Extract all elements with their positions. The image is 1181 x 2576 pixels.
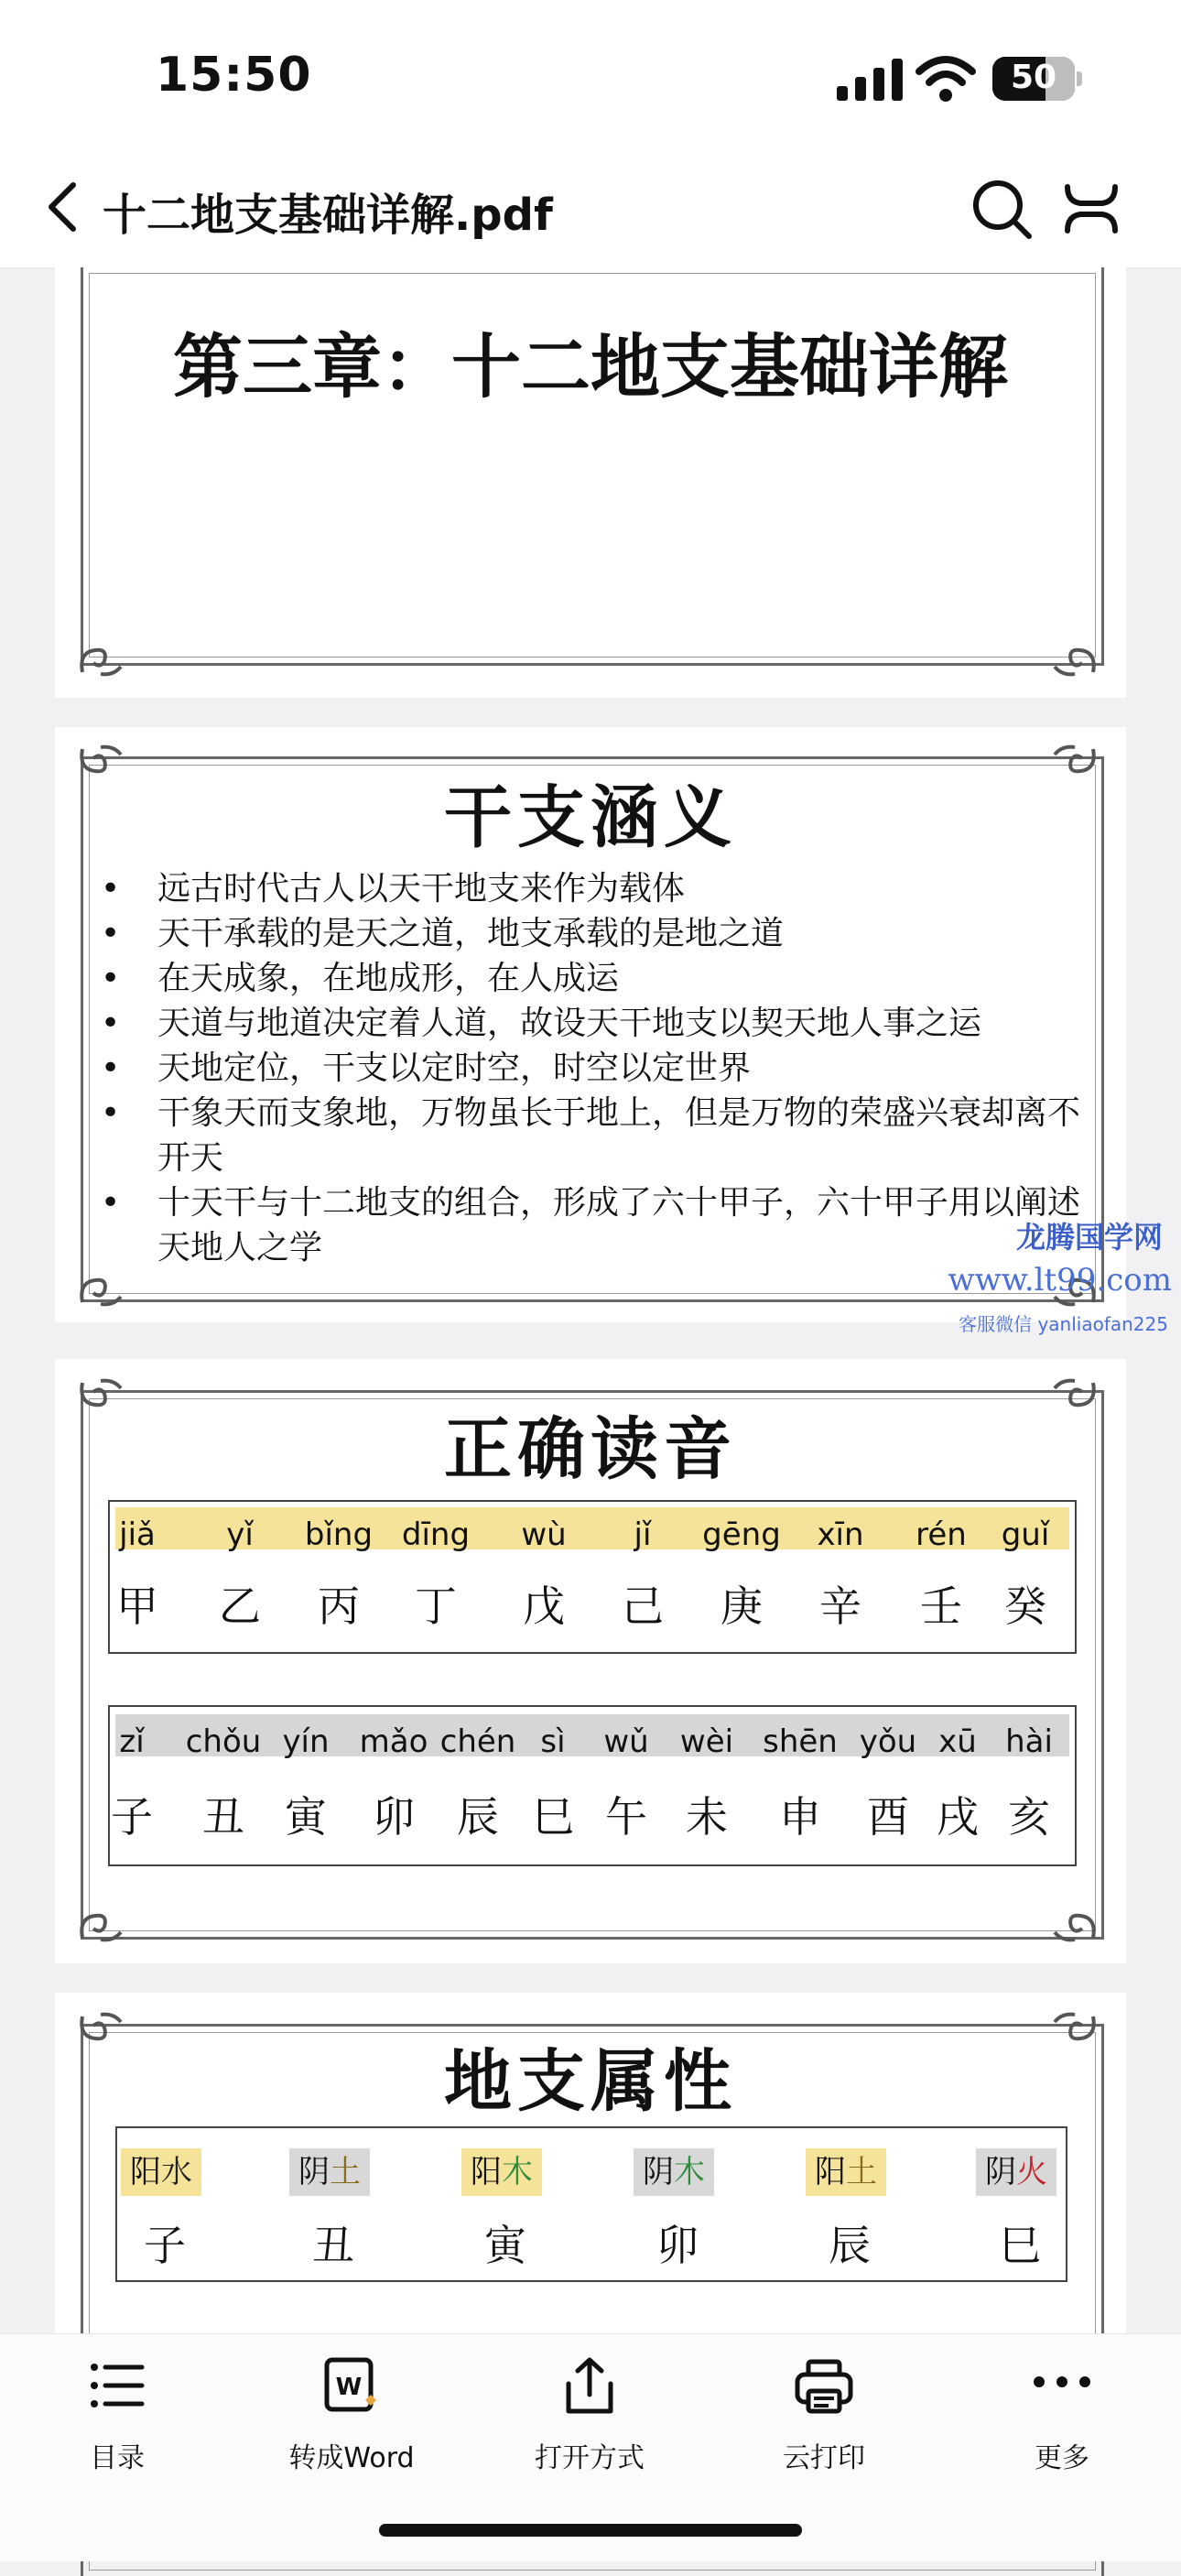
stem-character: 壬 — [920, 1581, 962, 1631]
ornament-icon — [1049, 1905, 1099, 1945]
branch-character: 申 — [779, 1792, 821, 1842]
yin-yang-label: 阳 — [815, 2154, 846, 2190]
cellular-signal-icon — [837, 59, 908, 101]
list-item: • 天道与地道决定着人道，故设天干地支以契天地人事之运 — [101, 1001, 1089, 1046]
list-item: • 十天干与十二地支的组合，形成了六十甲子，六十甲子用以阐述天地人之学 — [101, 1180, 1089, 1270]
battery-icon — [992, 57, 1075, 101]
ornament-icon — [77, 639, 126, 679]
stem-character: 己 — [622, 1581, 664, 1631]
branch-character: 丑 — [312, 2221, 354, 2270]
toolbar-label: 目录 — [90, 2442, 145, 2474]
ornament-icon — [77, 1269, 126, 1310]
stem-character: 戊 — [523, 1581, 565, 1631]
pinyin-label: jǐ — [634, 1516, 652, 1553]
yin-yang-element-tag — [289, 2148, 370, 2196]
pinyin-label: wǔ — [603, 1723, 649, 1760]
pinyin-label: hài — [1005, 1723, 1053, 1760]
list-item: • 在天成象，在地成形，在人成运 — [101, 956, 1089, 1001]
toolbar-more-button[interactable] — [970, 2354, 1154, 2475]
meaning-list — [101, 866, 1089, 1270]
stem-character: 丙 — [318, 1581, 360, 1631]
toolbar-label: 更多 — [1035, 2442, 1089, 2474]
yin-yang-element-tag — [806, 2148, 886, 2196]
yin-yang-element-tag — [634, 2148, 714, 2196]
pinyin-label: chén — [439, 1723, 516, 1760]
branch-character: 酉 — [867, 1792, 909, 1842]
branch-character: 卯 — [373, 1792, 415, 1842]
list-item: • 天地定位，干支以定时空，时空以定世界 — [101, 1046, 1089, 1091]
toolbar-convert-word-button[interactable] — [260, 2354, 443, 2475]
list-item: • 远古时代古人以天干地支来作为载体 — [101, 866, 1089, 911]
stem-character: 癸 — [1004, 1581, 1046, 1631]
branch-character: 子 — [144, 2221, 186, 2270]
status-bar — [0, 0, 1181, 147]
toolbar-contents-button[interactable] — [26, 2354, 209, 2475]
wifi-icon — [916, 55, 976, 103]
section-title: 干支涵义 — [444, 778, 737, 857]
pinyin-label: zǐ — [119, 1723, 145, 1760]
yin-yang-label: 阴 — [643, 2154, 674, 2190]
branch-character: 寅 — [285, 1792, 327, 1842]
pinyin-label: jiǎ — [119, 1516, 156, 1553]
yin-yang-label: 阴 — [985, 2154, 1016, 2190]
list-icon — [85, 2354, 149, 2418]
chapter-title: 第三章：十二地支基础详解 — [173, 326, 1008, 408]
element-label: 火 — [1016, 2154, 1047, 2190]
svg-text:W: W — [335, 2374, 363, 2401]
back-arrow-icon[interactable] — [42, 179, 84, 234]
toolbar-label: 云打印 — [783, 2442, 865, 2474]
nav-bar — [0, 147, 1181, 269]
branch-character: 辰 — [829, 2221, 871, 2270]
branch-character: 寅 — [484, 2221, 526, 2270]
watermark-contact: 客服微信 yanliaofan225 — [959, 1313, 1168, 1335]
pinyin-label: wèi — [679, 1723, 734, 1760]
yin-yang-element-tag — [976, 2148, 1056, 2196]
section-title: 正确读音 — [444, 1410, 737, 1489]
pinyin-label: yǒu — [859, 1723, 917, 1760]
toolbar-cloud-print-button[interactable] — [732, 2354, 916, 2475]
yin-yang-label: 阳 — [130, 2154, 161, 2190]
pinyin-label: gēng — [702, 1516, 781, 1553]
toolbar-label: 打开方式 — [535, 2442, 645, 2474]
branch-character: 未 — [686, 1792, 728, 1842]
share-icon — [558, 2354, 622, 2418]
ornament-icon — [77, 1905, 126, 1945]
more-dots-icon — [1030, 2354, 1094, 2418]
watermark-url: www.lt99.com — [948, 1262, 1172, 1299]
home-indicator[interactable] — [379, 2524, 802, 2537]
list-item: • 天干承载的是天之道，地支承载的是地之道 — [101, 911, 1089, 956]
branch-attributes-table — [115, 2126, 1067, 2282]
pinyin-label: yín — [282, 1723, 330, 1760]
element-label: 土 — [330, 2154, 361, 2190]
toolbar-label: 转成Word — [288, 2442, 415, 2474]
stem-character: 庚 — [721, 1581, 763, 1631]
branch-character: 卯 — [656, 2221, 699, 2270]
yin-yang-label: 阴 — [298, 2154, 330, 2190]
collapse-menu-icon[interactable] — [1062, 179, 1121, 238]
pinyin-label: wù — [521, 1516, 567, 1553]
stem-character: 乙 — [219, 1581, 261, 1631]
pinyin-label: mǎo — [359, 1723, 428, 1760]
ornament-icon — [1049, 639, 1099, 679]
element-label: 木 — [502, 2154, 533, 2190]
status-time: 15:50 — [156, 48, 312, 103]
printer-icon — [792, 2354, 856, 2418]
branch-character: 子 — [111, 1792, 153, 1842]
pinyin-label: chǒu — [185, 1723, 262, 1760]
yin-yang-element-tag — [461, 2148, 542, 2196]
element-label: 木 — [674, 2154, 705, 2190]
yin-yang-label: 阳 — [471, 2154, 502, 2190]
pinyin-label: xīn — [817, 1516, 864, 1553]
stem-character: 丁 — [415, 1581, 457, 1631]
yin-yang-element-tag — [121, 2148, 201, 2196]
pinyin-label: shēn — [763, 1723, 838, 1760]
pinyin-label: yǐ — [226, 1516, 254, 1553]
branch-character: 巳 — [999, 2221, 1041, 2270]
branch-character: 戌 — [937, 1792, 979, 1842]
stem-character: 甲 — [116, 1581, 158, 1631]
battery-level: 50 — [1010, 59, 1057, 96]
pinyin-label: rén — [916, 1516, 967, 1553]
search-icon[interactable] — [970, 178, 1035, 242]
document-title: 十二地支基础详解.pdf — [103, 190, 553, 241]
branch-character: 辰 — [457, 1792, 499, 1842]
pinyin-label: sì — [540, 1723, 566, 1760]
list-item: • 干象天而支象地，万物虽长于地上，但是万物的荣盛兴衰却离不开天 — [101, 1091, 1089, 1180]
toolbar-open-with-button[interactable] — [498, 2354, 681, 2475]
stem-character: 辛 — [819, 1581, 861, 1631]
branch-character: 巳 — [532, 1792, 574, 1842]
word-convert-icon — [320, 2354, 384, 2418]
section-title: 地支属性 — [444, 2042, 737, 2121]
element-label: 土 — [846, 2154, 877, 2190]
watermark-site-name: 龙腾国学网 — [1015, 1220, 1163, 1255]
pinyin-label: xū — [938, 1723, 977, 1760]
element-label: 水 — [161, 2154, 192, 2190]
pinyin-label: bǐng — [304, 1516, 374, 1553]
branch-character: 丑 — [202, 1792, 244, 1842]
pinyin-label: guǐ — [1001, 1516, 1050, 1553]
branch-character: 午 — [605, 1792, 647, 1842]
pinyin-label: dīng — [401, 1516, 471, 1553]
branch-character: 亥 — [1008, 1792, 1050, 1842]
